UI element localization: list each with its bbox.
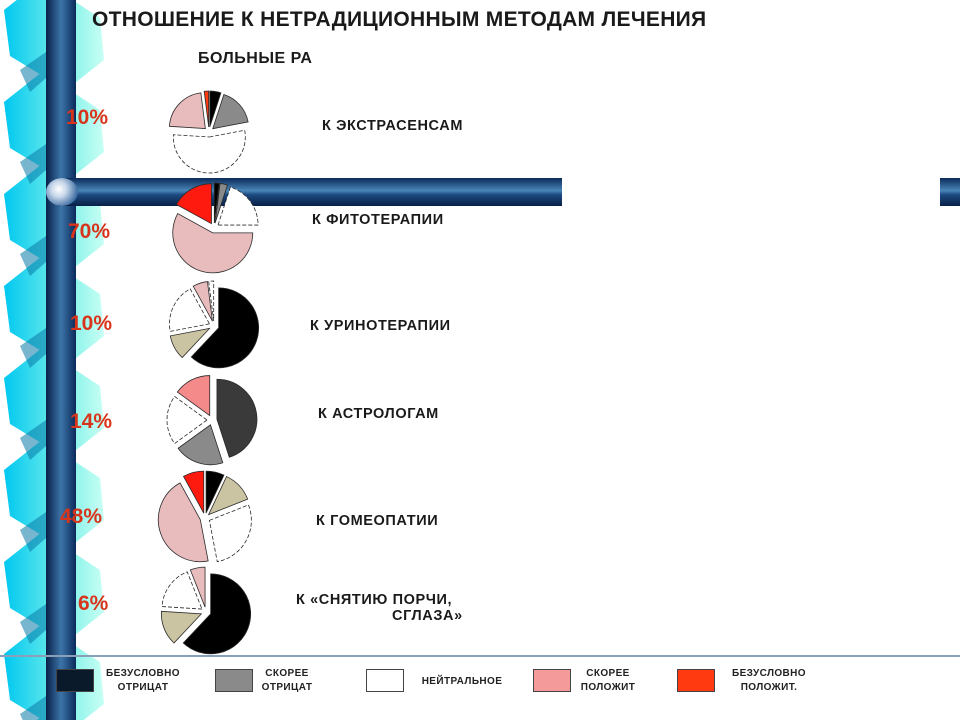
category-label-1: К ЭКСТРАСЕНСАМ bbox=[322, 118, 464, 134]
legend-label-strongly-negative: БЕЗУСЛОВНО ОТРИЦАТ bbox=[106, 668, 180, 693]
legend-swatch-rather-negative bbox=[215, 669, 253, 692]
percent-label-1: 10% bbox=[66, 106, 109, 129]
pie-chart-2 bbox=[173, 183, 258, 273]
percent-label-5: 48% bbox=[60, 505, 103, 528]
chart-title: ОТНОШЕНИЕ К НЕТРАДИЦИОННЫМ МЕТОДАМ ЛЕЧЕНИЯ bbox=[92, 8, 707, 31]
percent-label-2: 70% bbox=[68, 220, 111, 243]
category-label-6 bbox=[296, 592, 463, 624]
pie-chart-5 bbox=[158, 471, 251, 562]
category-label-3: К УРИНОТЕРАПИИ bbox=[310, 318, 451, 334]
legend-label-strongly-positive: БЕЗУСЛОВНО ПОЛОЖИТ. bbox=[732, 668, 806, 693]
percent-label-6: 6% bbox=[78, 592, 109, 615]
pie-chart-3 bbox=[169, 281, 258, 368]
chart-subtitle: БОЛЬНЫЕ РА bbox=[198, 50, 313, 67]
legend-label-rather-positive: СКОРЕЕ ПОЛОЖИТ bbox=[580, 668, 636, 693]
legend-label-rather-negative: СКОРЕЕ ОТРИЦАТ bbox=[261, 668, 313, 693]
pie-1-slice-pink bbox=[169, 93, 205, 129]
legend-swatch-neutral bbox=[366, 669, 404, 692]
pie-chart-4 bbox=[167, 376, 257, 465]
category-label-2: К ФИТОТЕРАПИИ bbox=[312, 212, 444, 228]
legend-label-neutral: НЕЙТРАЛЬНОЕ bbox=[421, 676, 503, 687]
category-label-6-line-2: СГЛАЗА» bbox=[392, 608, 463, 624]
legend-swatch-rather-positive bbox=[533, 669, 571, 692]
category-label-5: К ГОМЕОПАТИИ bbox=[316, 513, 439, 529]
legend-divider bbox=[0, 655, 960, 657]
legend-swatch-strongly-positive bbox=[677, 669, 715, 692]
pie-1-slice-white bbox=[173, 130, 245, 173]
pie-4-slice-dark bbox=[217, 379, 257, 457]
legend-swatch-strongly-negative bbox=[56, 669, 94, 692]
pie-chart-6 bbox=[161, 567, 250, 654]
pie-chart-1 bbox=[169, 91, 248, 173]
category-label-4: К АСТРОЛОГАМ bbox=[318, 406, 439, 422]
pie-5-slice-white bbox=[209, 505, 251, 562]
percent-label-3: 10% bbox=[70, 312, 113, 335]
percent-label-4: 14% bbox=[70, 410, 113, 433]
category-label-6-line-1: К «СНЯТИЮ ПОРЧИ, bbox=[296, 592, 453, 608]
